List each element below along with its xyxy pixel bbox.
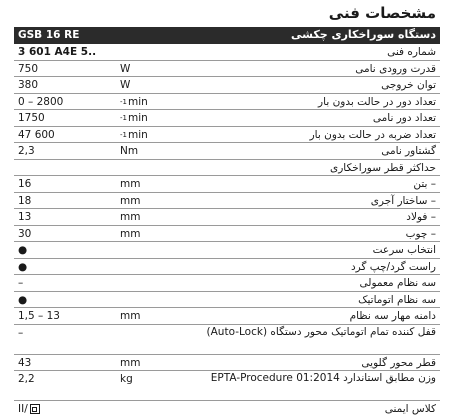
table-row: تعداد دور در حالت بدون بار 0 – 2800 $^{-1}$min (14, 94, 440, 111)
table-row: – ساختار آجری 18 mm (14, 193, 440, 210)
table-row: قدرت ورودی نامی 750 W (14, 61, 440, 78)
table-row: تعداد دور نامی 1750 $^{-1}$min (14, 110, 440, 127)
double-insulation-icon (30, 404, 40, 414)
bullet-icon: ● (18, 293, 28, 306)
table-row: کلاس ایمنی II/ (18, 403, 436, 415)
header-label: دستگاه سوراخکاری چکشی (291, 28, 436, 41)
bullet-icon: ● (18, 244, 28, 256)
table-header (14, 27, 440, 44)
table-row: توان خروجی 380 W (14, 77, 440, 94)
table-row: حداکثر قطر سوراخکاری (14, 160, 440, 177)
table-row: دامنه مهار سه نظام 1,5 – 13 mm (14, 308, 440, 325)
table-row: – فولاد 13 mm (14, 209, 440, 226)
spec-table (14, 27, 440, 418)
table-row: گشتاور نامی 2,3 Nm (14, 143, 440, 160)
bullet-icon: ● (18, 260, 28, 273)
table-row: راست گرد/چپ گرد ● (14, 259, 440, 276)
table-row: قفل کننده تمام اتوماتیک محور دستگاه (Auto-Lock) – (14, 325, 440, 355)
table-row: شماره فنی 3 601 A4E 5.. (14, 44, 440, 61)
table-row: تعداد ضربه در حالت بدون بار 47 600 $^{-1}$min (14, 127, 440, 144)
table-row: وزن مطابق استاندارد EPTA-Procedure 01:2014 2,2 kg (14, 371, 440, 401)
table-row: سه نظام اتوماتیک ● (14, 292, 440, 309)
table-row: – بتن 16 mm (14, 176, 440, 193)
header-model: GSB 16 RE (18, 29, 80, 41)
section-title: مشخصات فنی (328, 4, 436, 22)
table-row: سه نظام معمولی – (14, 275, 440, 292)
table-row: انتخاب سرعت ● (14, 242, 440, 259)
table-row: قطر محور گلویی 43 mm (14, 355, 440, 372)
table-row: – چوب 30 mm (14, 226, 440, 243)
